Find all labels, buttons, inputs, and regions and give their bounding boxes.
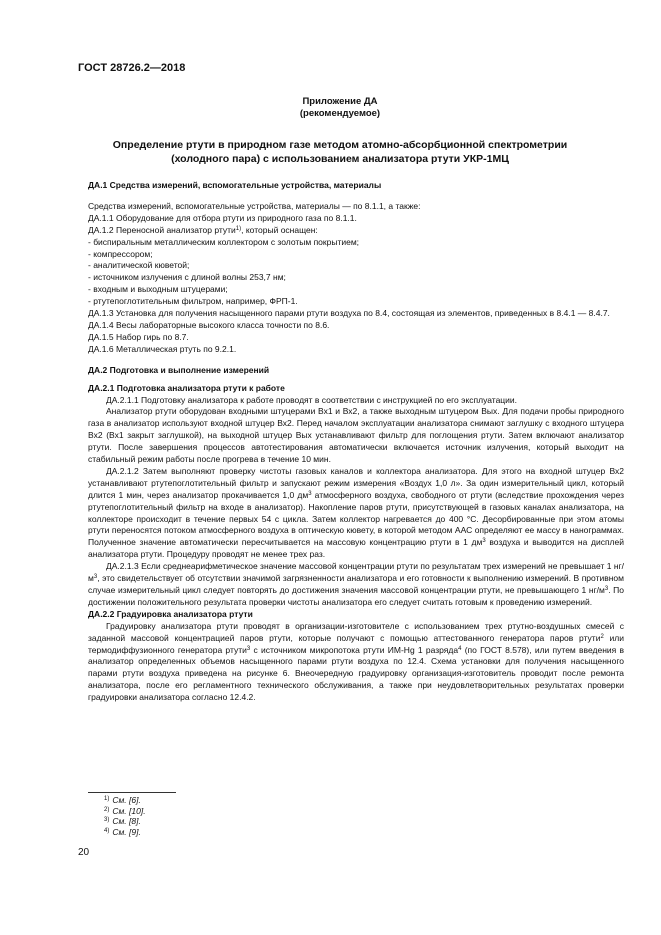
list-item: - аналитической кюветой; xyxy=(88,260,190,271)
paragraph: ДА.1.1 Оборудование для отбора ртути из природного газа по 8.1.1. xyxy=(88,212,357,223)
footnote xyxy=(104,795,146,806)
list-item: - входным и выходным штуцерами; xyxy=(88,284,228,295)
footnote-ref[interactable]: 1) xyxy=(235,225,242,232)
subsection-heading: ДА.2.1 Подготовка анализатора ртути к работе xyxy=(88,382,285,393)
paragraph: ДА.1.5 Набор гирь по 8.7. xyxy=(88,331,189,342)
list-item: - биспиральным металлическим коллектором с золотым покрытием; xyxy=(88,236,360,247)
appendix-title: Приложение ДА xyxy=(302,96,378,107)
footnote-mark: 3) xyxy=(104,817,110,823)
text: (по ГОСТ 8.578), или путем введения в анализатор определенных объемов насыщенного парами ртути воздуха по 12.4. Схема установки для получения насыщенного парами ртути воздуха приведена на рисунке 6. Внеочередную градуировку организация-изготовитель проводит после ремонта анализатора, после его регламентного технического обслуживания, а также при неудовлетворительных результатах проверки градуировки анализатора согласно 12.4.2. xyxy=(88,644,625,703)
footnote-text: См. [9]. xyxy=(112,826,141,837)
footnote xyxy=(104,816,146,827)
text: Градуировку анализатора ртути проводят в организации-изготовителе с использованием трех ртутно-воздушных смесей с заданной массовой концентрацией паров ртути, которые получают с помощью аттестованного генератора паров ртути xyxy=(88,620,624,643)
text: . По достижении положительного результата проверки чистоты анализатора его следует считать готовым к проведению измерений. xyxy=(88,585,624,607)
document-title-line2: (холодного пара) с использованием анализатора ртути УКР-1МЦ xyxy=(171,153,509,165)
superscript: 3 xyxy=(308,490,312,497)
text: воздуха и выводится на дисплей анализатора ртути. Процедуру проводят не менее трех раз. xyxy=(88,537,624,560)
section-heading-1: ДА.1 Средства измерений, вспомогательные устройства, материалы xyxy=(88,180,382,190)
section-heading-2: ДА.2 Подготовка и выполнение измерений xyxy=(88,364,270,375)
footnote-mark: 1) xyxy=(104,796,110,802)
appendix-subtitle: (рекомендуемое) xyxy=(299,108,381,119)
text: или термодиффузионного генератора ртути xyxy=(88,632,624,655)
footnote-ref[interactable]: 3 xyxy=(246,645,251,652)
footnote-divider xyxy=(88,792,176,793)
paragraph xyxy=(88,561,624,609)
footnote-text: См. [8]. xyxy=(112,816,141,826)
footnote xyxy=(104,806,146,817)
paragraph: ДА.1.6 Металлическая ртуть по 9.2.1. xyxy=(88,343,237,354)
text: ДА.2.1.3 Если среднеарифметическое значение массовой концентрации ртути по результатам трех измерений не превышает 1 нг/м xyxy=(88,561,624,584)
list-item: - компрессором; xyxy=(88,248,153,259)
paragraph: ДА.1.4 Весы лабораторные высокого класса точности по 8.6. xyxy=(88,319,330,330)
paragraph: ДА.1.3 Установка для получения насыщенного парами ртути воздуха по 8.4, состоящая из элементов, приведенных в 8.4.1 — 8.4.7. xyxy=(88,308,610,319)
subsection-heading: ДА.2.2 Градуировка анализатора ртути xyxy=(88,608,253,619)
text: , который оснащен: xyxy=(241,224,318,235)
document-title-line1: Определение ртути в природном газе методом атомно-абсорбционной спектрометрии xyxy=(112,139,568,151)
text: ДА.2.1.2 Затем выполняют проверку чистоты газовых каналов и коллектора анализатора. Для этого на входной штуцер Вх2 устанавливают ртутепоглотительный фильтр и запускают режим измерения «Воздух 1,0 л». За один измерительный цикл, который длится 1 мин, через анализатор прокачивается 1,0 дм xyxy=(88,465,624,500)
footnotes xyxy=(104,795,146,837)
superscript: 3 xyxy=(93,574,98,581)
document-body xyxy=(88,180,624,704)
footnote-ref[interactable]: 4 xyxy=(458,645,462,652)
page-number: 20 xyxy=(78,847,90,858)
paragraph xyxy=(88,225,624,237)
footnote-mark: 2) xyxy=(104,806,110,813)
superscript: 3 xyxy=(482,538,486,545)
footnote xyxy=(104,827,146,838)
document-title xyxy=(60,138,620,166)
paragraph xyxy=(88,621,624,704)
paragraph: ДА.2.1.1 Подготовку анализатора к работе проводят в соответствии с инструкцией по его эксплуатации. xyxy=(106,394,518,405)
standard-header: ГОСТ 28726.2—2018 xyxy=(78,62,186,74)
paragraph: Анализатор ртути оборудован входными штуцерами Вх1 и Вх2, а также выходным штуцером Вых. Для подачи пробы природного газа в анализатор используют входной штуцер Вх2. Перед началом эксплуатации анализатора снимают заглушку с входного штуцера Вх2 (Вх1 закрыт заглушкой), на выходной штуцер Вых устанавливают фильтр для поглощения ртути. Затем включают анализатор ртути. После завершения процессов автотестирования автоматически включается источник излучения, который выходит на стабильный режим работы после прогрева в течение 10 мин. xyxy=(88,406,624,465)
paragraph xyxy=(88,466,624,561)
text: с источником микропотока ртути ИМ-Hg 1 разряда xyxy=(250,644,459,655)
footnote-mark: 4) xyxy=(104,827,110,834)
footnote-text: См. [6]. xyxy=(112,795,141,805)
superscript: 3 xyxy=(604,586,609,592)
text: ДА.1.2 Переносной анализатор ртути xyxy=(88,224,236,235)
list-item: - источником излучения с длиной волны 253,7 нм; xyxy=(88,272,286,283)
footnote-ref[interactable]: 2 xyxy=(600,633,604,640)
paragraph: Средства измерений, вспомогательные устройства, материалы — по 8.1.1, а также: xyxy=(88,200,421,211)
list-item: - ртутепоглотительным фильтром, например, ФРП-1. xyxy=(88,296,298,307)
text: , это свидетельствует об отсутствии значимой загрязненности анализатора и его готовности к выполнению измерений. В противном случае измерительный цикл следует повторять до достижения значения массовой концентрации ртути, не превышающего 1 нг/м xyxy=(88,573,624,595)
text: атмосферного воздуха, свободного от ртути (вследствие прохождения через ртутепоглотительный фильтр на входе в анализатор). Накопление паров ртути, присутствующей в газовых каналах анализатора, на коллекторе происходит в течение первых 54 с цикла. Затем коллектор нагревается до 400 °С. Десорбированные при этом атомы ртути переносятся потоком атмосферного воздуха в оптическую кювету, в которой методом ААС определяют ее массу в нанограммах. Полученное значение автоматически пересчитывается на массовую концентрацию ртути в 1 дм xyxy=(88,489,625,548)
footnote-text: См. [10]. xyxy=(112,805,146,816)
